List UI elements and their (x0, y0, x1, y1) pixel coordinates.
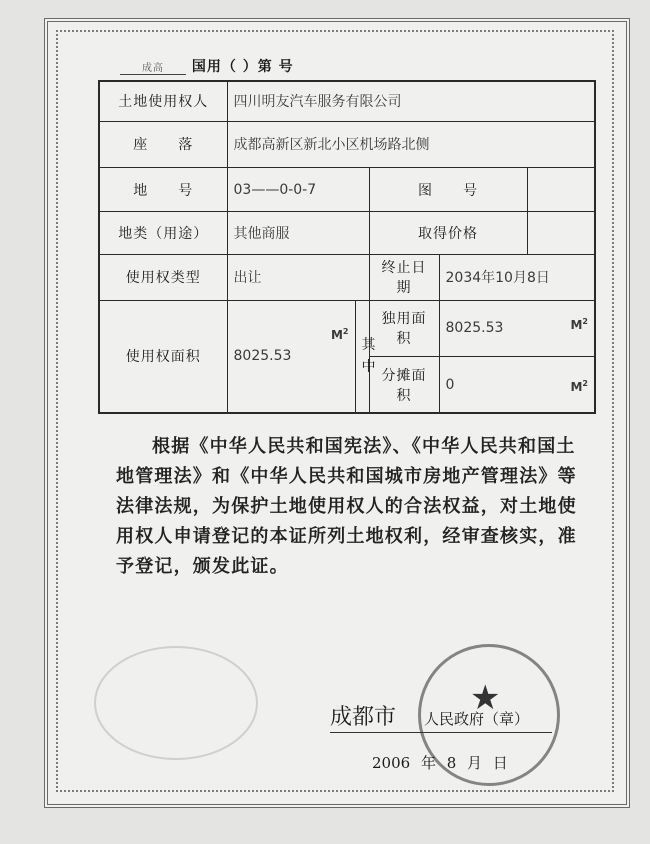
issue-date: 2006 年 8 月 日 (372, 754, 508, 772)
acquisition-price-value (527, 212, 595, 254)
certificate-number-text: 国用（ ）第 号 (191, 59, 294, 75)
area-label: 使用权面积 (99, 300, 227, 413)
end-date-value: 2034年10月8日 (439, 254, 595, 300)
issuer-city: 成都市 (330, 705, 397, 730)
table-row (99, 254, 595, 300)
issuer-suffix: 人民政府（章） (424, 710, 530, 728)
shared-area-cell (439, 357, 595, 413)
shared-area-label: 分摊面积 (369, 357, 439, 413)
shared-area-value: 0 (445, 376, 455, 393)
seal-star-icon: ★ (470, 678, 501, 718)
acquisition-price-label: 取得价格 (369, 212, 527, 254)
location-value: 成都高新区新北小区机场路北侧 (227, 121, 595, 167)
of-which-label: 其 中 (355, 300, 369, 413)
parcel-no-value: 03——0-0-7 (227, 168, 369, 212)
right-type-label: 使用权类型 (99, 254, 227, 300)
table-row (99, 300, 595, 356)
exclusive-area-value: 8025.53 (445, 320, 504, 337)
faint-stamp-impression (94, 646, 258, 760)
land-type-label: 地类（用途） (99, 212, 227, 254)
end-date-label: 终止日期 (369, 254, 439, 300)
certification-statement: 根据《中华人民共和国宪法》、《中华人民共和国土地管理法》和《中华人民共和国城市房地产管理法》等法律法规，为保护土地使用权人的合法权益，对土地使用权人申请登记的本证所列土地权利，经审查核实，准予登记，颁发此证。 (116, 436, 577, 577)
shared-area-unit (570, 379, 588, 394)
table-row (99, 212, 595, 254)
area-unit (331, 327, 349, 342)
unit-sup: 2 (582, 316, 588, 326)
area-value: 8025.53 (233, 348, 292, 365)
certificate-prefix: 成高 (120, 59, 186, 75)
table-row (99, 121, 595, 167)
exclusive-area-unit (570, 317, 588, 332)
exclusive-area-label: 独用面积 (369, 300, 439, 356)
unit-text: M (570, 380, 583, 395)
land-type-value: 其他商服 (227, 212, 369, 254)
unit-text: M (330, 327, 343, 342)
location-label: 座 落 (99, 121, 227, 167)
land-user-label: 土地使用权人 (99, 81, 227, 121)
land-info-table (98, 80, 596, 414)
map-no-label: 图 号 (369, 168, 527, 212)
table-row (99, 168, 595, 212)
unit-sup: 2 (342, 326, 349, 336)
right-type-value: 出让 (227, 254, 369, 300)
issuer-underline (330, 732, 552, 733)
certificate-number (120, 56, 294, 76)
exclusive-area-cell (439, 300, 595, 356)
unit-sup: 2 (582, 379, 588, 389)
area-value-cell (227, 300, 355, 413)
table-row (99, 81, 595, 121)
unit-text: M (570, 317, 583, 332)
parcel-no-label: 地 号 (99, 168, 227, 212)
map-no-value (527, 168, 595, 212)
land-user-value: 四川明友汽车服务有限公司 (227, 81, 595, 121)
